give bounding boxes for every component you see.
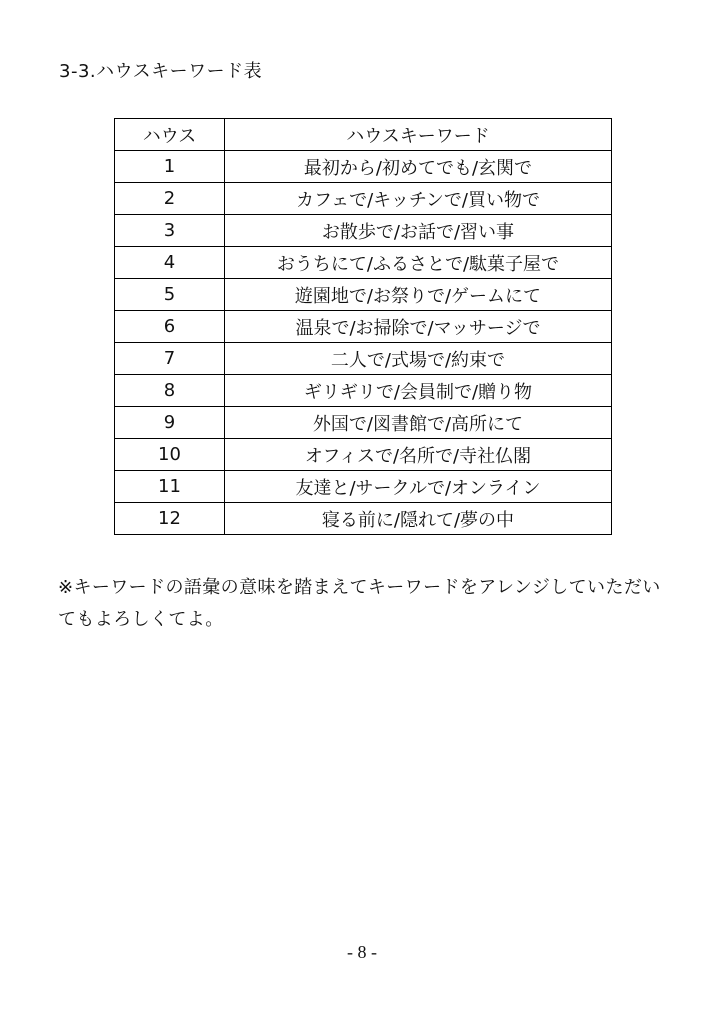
table-row bbox=[115, 471, 612, 503]
table-row bbox=[115, 503, 612, 535]
house-keywords: 遊園地で/お祭りで/ゲームにて bbox=[225, 279, 612, 311]
house-number: 9 bbox=[115, 407, 225, 439]
house-keywords: おうちにて/ふるさとで/駄菓子屋で bbox=[225, 247, 612, 279]
house-keyword-table bbox=[114, 118, 612, 535]
house-keywords: 温泉で/お掃除で/マッサージで bbox=[225, 311, 612, 343]
house-keywords: カフェで/キッチンで/買い物で bbox=[225, 183, 612, 215]
house-number: 11 bbox=[115, 471, 225, 503]
house-number: 5 bbox=[115, 279, 225, 311]
house-keywords: 最初から/初めてでも/玄関で bbox=[225, 151, 612, 183]
house-keywords: 二人で/式場で/約束で bbox=[225, 343, 612, 375]
table-row bbox=[115, 247, 612, 279]
table-row bbox=[115, 375, 612, 407]
house-number: 8 bbox=[115, 375, 225, 407]
table-row bbox=[115, 343, 612, 375]
house-number: 6 bbox=[115, 311, 225, 343]
house-keywords: ギリギリで/会員制で/贈り物 bbox=[225, 375, 612, 407]
house-number: 7 bbox=[115, 343, 225, 375]
house-number: 12 bbox=[115, 503, 225, 535]
house-keywords: オフィスで/名所で/寺社仏閣 bbox=[225, 439, 612, 471]
house-keywords: 外国で/図書館で/高所にて bbox=[225, 407, 612, 439]
table-row bbox=[115, 183, 612, 215]
house-number: 2 bbox=[115, 183, 225, 215]
house-number: 1 bbox=[115, 151, 225, 183]
header-house: ハウス bbox=[115, 119, 225, 151]
page-number: - 8 - bbox=[347, 942, 377, 962]
house-keywords: お散歩で/お話で/習い事 bbox=[225, 215, 612, 247]
house-number: 3 bbox=[115, 215, 225, 247]
table-row bbox=[115, 407, 612, 439]
table-row bbox=[115, 439, 612, 471]
section-title: 3-3.ハウスキーワード表 bbox=[59, 61, 263, 82]
table-row bbox=[115, 279, 612, 311]
house-number: 4 bbox=[115, 247, 225, 279]
table-row bbox=[115, 151, 612, 183]
house-keywords: 寝る前に/隠れて/夢の中 bbox=[225, 503, 612, 535]
table-row bbox=[115, 311, 612, 343]
house-keywords: 友達と/サークルで/オンライン bbox=[225, 471, 612, 503]
table-row bbox=[115, 215, 612, 247]
header-house-keyword: ハウスキーワード bbox=[225, 119, 612, 151]
table-header-row bbox=[115, 119, 612, 151]
house-number: 10 bbox=[115, 439, 225, 471]
note-text: ※キーワードの語彙の意味を踏まえてキーワードをアレンジしていただいてもよろしくてよ。 bbox=[58, 577, 661, 630]
